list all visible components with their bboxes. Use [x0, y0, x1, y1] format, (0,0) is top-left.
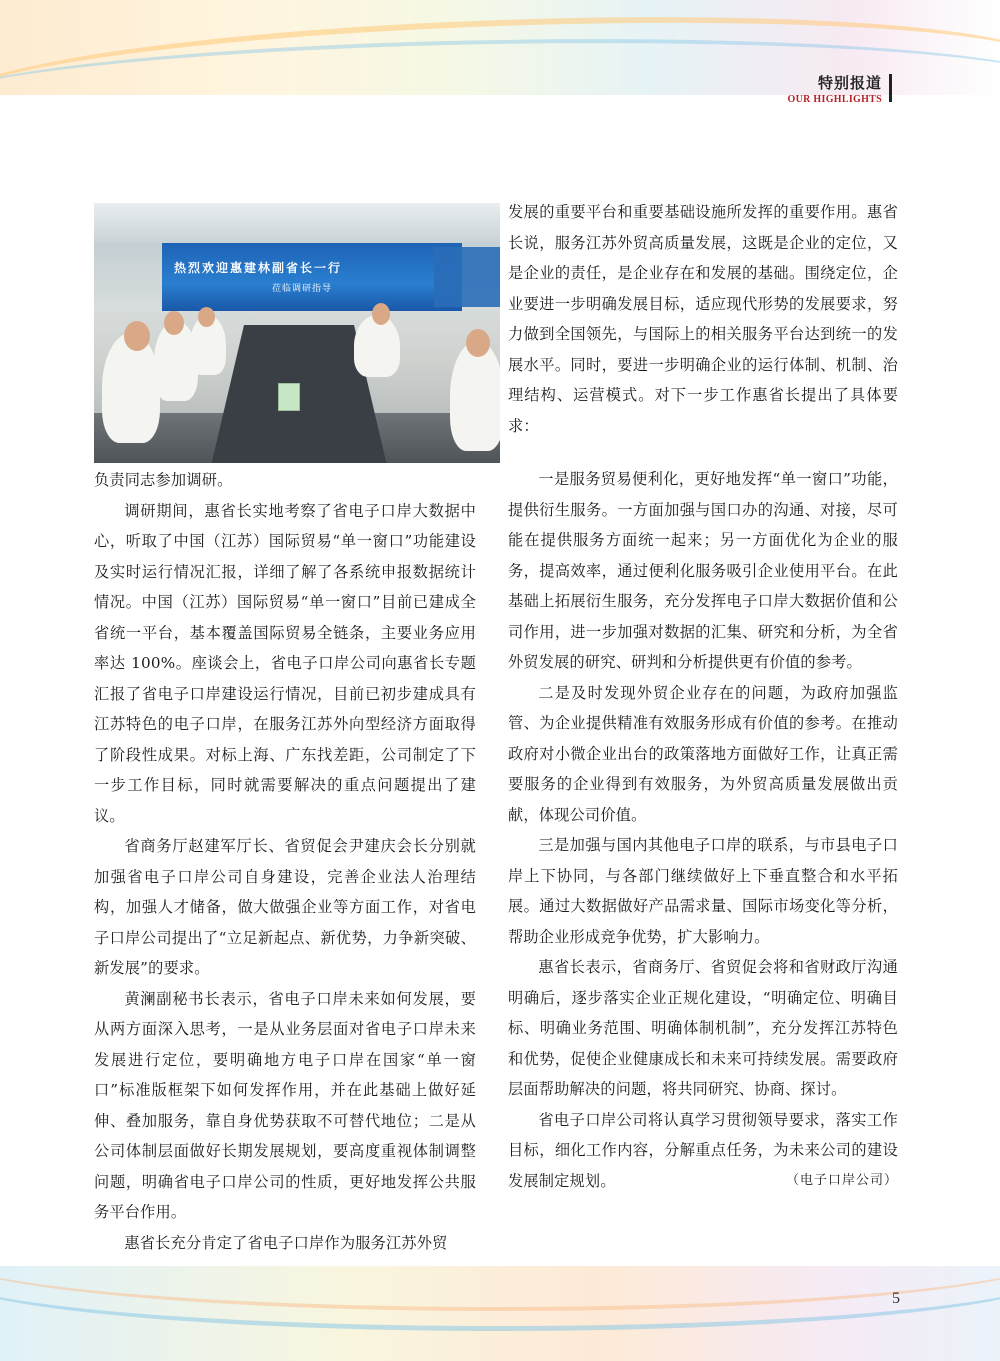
section-title-en: OUR HIGHLIGHTS — [787, 94, 882, 105]
section-tag — [788, 72, 883, 105]
photo-person-head — [466, 329, 490, 357]
photo-banner-line1: 热烈欢迎惠建林副省长一行 — [174, 261, 343, 275]
paragraph: 惠省长充分肯定了省电子口岸作为服务江苏外贸 — [124, 1233, 448, 1252]
right-column-top-text — [508, 197, 898, 441]
photo-banner-line2: 莅临调研指导 — [272, 284, 333, 294]
paragraph-final-text: 省电子口岸公司将认真学习贯彻领导要求，落实工作目标，细化工作内容，分解重点任务，为未来公司的建设发展制定规划。 — [508, 1110, 898, 1190]
photo-welcome-screen — [162, 243, 462, 311]
paragraph-final — [508, 1105, 898, 1197]
photo-ceiling — [94, 203, 500, 243]
photo-person-head — [198, 307, 215, 327]
photo-side-screen — [434, 247, 500, 307]
paragraph-continuation: 发展的重要平台和重要基础设施所发挥的重要作用。惠省长说，服务江苏外贸高质量发展，这既是企业的定位，又是企业的责任，是企业存在和发展的基础。围绕定位，企业要进一步明确发展目标，适应现代形势的发展要求，努力做到全国领先，与国际上的相关服务平台达到统一的发展水平。同时，要进一步明确企业的运行体制、机制、治理结构、运营模式。对下一步工作惠省长提出了具体要求： — [508, 203, 898, 435]
paragraph: 三是加强与国内其他电子口岸的联系，与市县电子口岸上下协同，与各部门继续做好上下垂直整合和水平拓展。通过大数据做好产品需求量、国际市场变化等分析，帮助企业形成竞争优势，扩大影响力。 — [508, 836, 898, 946]
paragraph: 调研期间，惠省长实地考察了省电子口岸大数据中心，听取了中国（江苏）国际贸易“单一窗口”功能建设及实时运行情况汇报，详细了解了各系统申报数据统计情况。中国（江苏）国际贸易“单一窗口”目前已建成全省统一平台，基本覆盖国际贸易全链条，主要业务应用率达 100%。座谈会上，省电子口岸公司向惠省长专题汇报了省电子口岸建设运行情况，目前已初步建成具有江苏特色的电子口岸，在服务江苏外向型经济方面取得了阶段性成果。对标上海、广东找差距，公司制定了下一步工作目标，同时就需要解决的重点问题提出了建议。 — [94, 501, 476, 825]
paragraph: 黄澜副秘书长表示，省电子口岸未来如何发展，要从两方面深入思考，一是从业务层面对省电子口岸未来发展进行定位，要明确地方电子口岸在国家“单一窗口”标准版框架下如何发挥作用，并在此基础上做好延伸、叠加服务，靠自身优势获取不可替代地位；二是从公司体制层面做好长期发展规划，要高度重视体制调整问题，明确省电子口岸公司的性质，更好地发挥公共服务平台作用。 — [94, 989, 476, 1221]
meeting-photo — [94, 203, 500, 463]
paragraph-lead: 负责同志参加调研。 — [94, 471, 233, 489]
paragraph: 惠省长表示，省商务厅、省贸促会将和省财政厅沟通明确后，逐步落实企业正规化建设，“明确定位、明确目标、明确业务范围、明确体制机制”，充分发挥江苏特色和优势，促使企业健康成长和未来可持续发展。需要政府层面帮助解决的问题，将共同研究、协商、探讨。 — [508, 958, 898, 1098]
paragraph: 二是及时发现外贸企业存在的问题，为政府加强监管、为企业提供精准有效服务形成有价值的参考。在推动政府对小微企业出台的政策落地方面做好工作，让真正需要服务的企业得到有效服务，为外贸高质量发展做出贡献，体现公司价值。 — [508, 683, 898, 824]
photo-person-head — [164, 311, 184, 335]
photo-person — [450, 341, 500, 451]
right-column-bottom-text — [508, 464, 898, 1196]
left-column-text — [94, 465, 476, 1258]
page-number: 5 — [892, 1290, 900, 1307]
photo-person-head — [124, 321, 150, 351]
section-title-cn: 特别报道 — [817, 74, 882, 92]
footer-swoosh-2 — [0, 1197, 1000, 1311]
photo-person-head — [372, 303, 390, 325]
section-divider — [889, 74, 892, 102]
paragraph: 省商务厅赵建军厅长、省贸促会尹建庆会长分别就加强省电子口岸公司自身建设，完善企业法人治理结构，加强人才储备，做大做强企业等方面工作，对省电子口岸公司提出了“立足新起点、新优势，力争新突破、新发展”的要求。 — [94, 837, 476, 977]
article-signature: （电子口岸公司） — [785, 1172, 898, 1188]
photo-tissue-box — [278, 383, 300, 411]
paragraph: 一是服务贸易便利化，更好地发挥“单一窗口”功能，提供衍生服务。一方面加强与国口办的沟通、对接，尽可能在提供服务方面统一起来；另一方面优化为企业的服务，提高效率，通过便利化服务吸引企业使用平台。在此基础上拓展衍生服务，充分发挥电子口岸大数据价值和公司作用，进一步加强对数据的汇集、研究和分析，为全省外贸发展的研究、研判和分析提供更有价值的参考。 — [508, 470, 898, 671]
